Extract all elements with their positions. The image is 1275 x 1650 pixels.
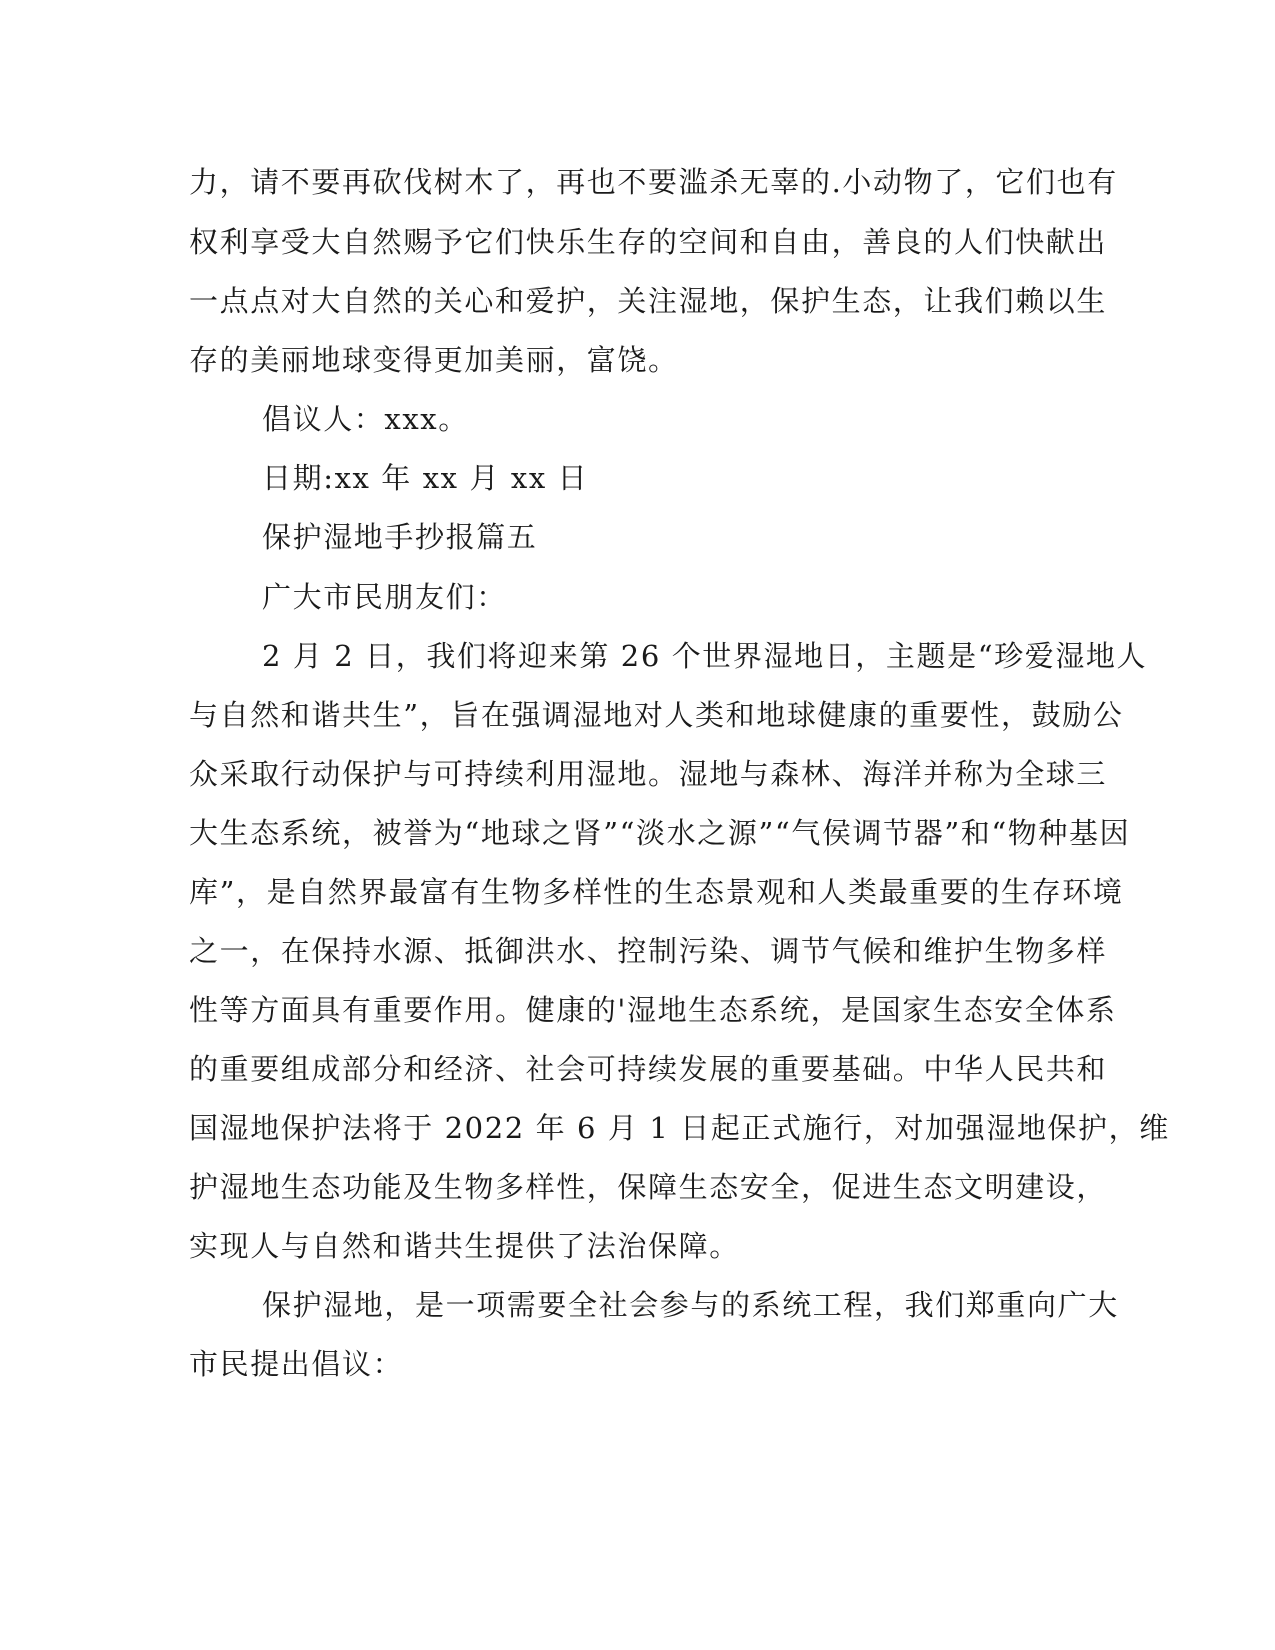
- body-line: 市民提出倡议：: [189, 1347, 404, 1381]
- body-line: 保护湿地，是一项需要全社会参与的系统工程，我们郑重向广大: [262, 1288, 1119, 1322]
- body-line: 之一，在保持水源、抵御洪水、控制污染、调节气候和维护生物多样: [189, 934, 1108, 968]
- proposer-line: 倡议人：xxx。: [262, 402, 469, 436]
- body-line: 一点点对大自然的关心和爱护，关注湿地，保护生态，让我们赖以生: [189, 284, 1108, 318]
- section-title: 保护湿地手抄报篇五: [262, 520, 538, 554]
- salutation: 广大市民朋友们：: [262, 580, 507, 614]
- body-line: 护湿地生态功能及生物多样性，保障生态安全，促进生态文明建设，: [189, 1170, 1108, 1204]
- body-line: 与自然和谐共生”，旨在强调湿地对人类和地球健康的重要性，鼓励公: [189, 698, 1124, 732]
- body-line: 的重要组成部分和经济、社会可持续发展的重要基础。中华人民共和: [189, 1052, 1108, 1086]
- body-line: 2 月 2 日，我们将迎来第 26 个世界湿地日，主题是“珍爱湿地人: [262, 639, 1148, 673]
- body-line: 力，请不要再砍伐树木了，再也不要滥杀无辜的.小动物了，它们也有: [189, 165, 1118, 199]
- body-line: 众采取行动保护与可持续利用湿地。湿地与森林、海洋并称为全球三: [189, 757, 1108, 791]
- date-line: 日期:xx 年 xx 月 xx 日: [262, 461, 589, 495]
- body-line: 性等方面具有重要作用。健康的'湿地生态系统，是国家生态安全体系: [189, 993, 1117, 1027]
- body-line: 国湿地保护法将于 2022 年 6 月 1 日起正式施行，对加强湿地保护，维: [189, 1111, 1170, 1145]
- body-line: 大生态系统，被誉为“地球之肾”“淡水之源”“气侯调节器”和“物种基因: [189, 816, 1131, 850]
- body-line: 权利享受大自然赐予它们快乐生存的空间和自由，善良的人们快献出: [189, 225, 1108, 259]
- body-line: 实现人与自然和谐共生提供了法治保障。: [189, 1229, 740, 1263]
- body-line: 存的美丽地球变得更加美丽，富饶。: [189, 343, 679, 377]
- body-line: 库”，是自然界最富有生物多样性的生态景观和人类最重要的生存环境: [189, 875, 1124, 909]
